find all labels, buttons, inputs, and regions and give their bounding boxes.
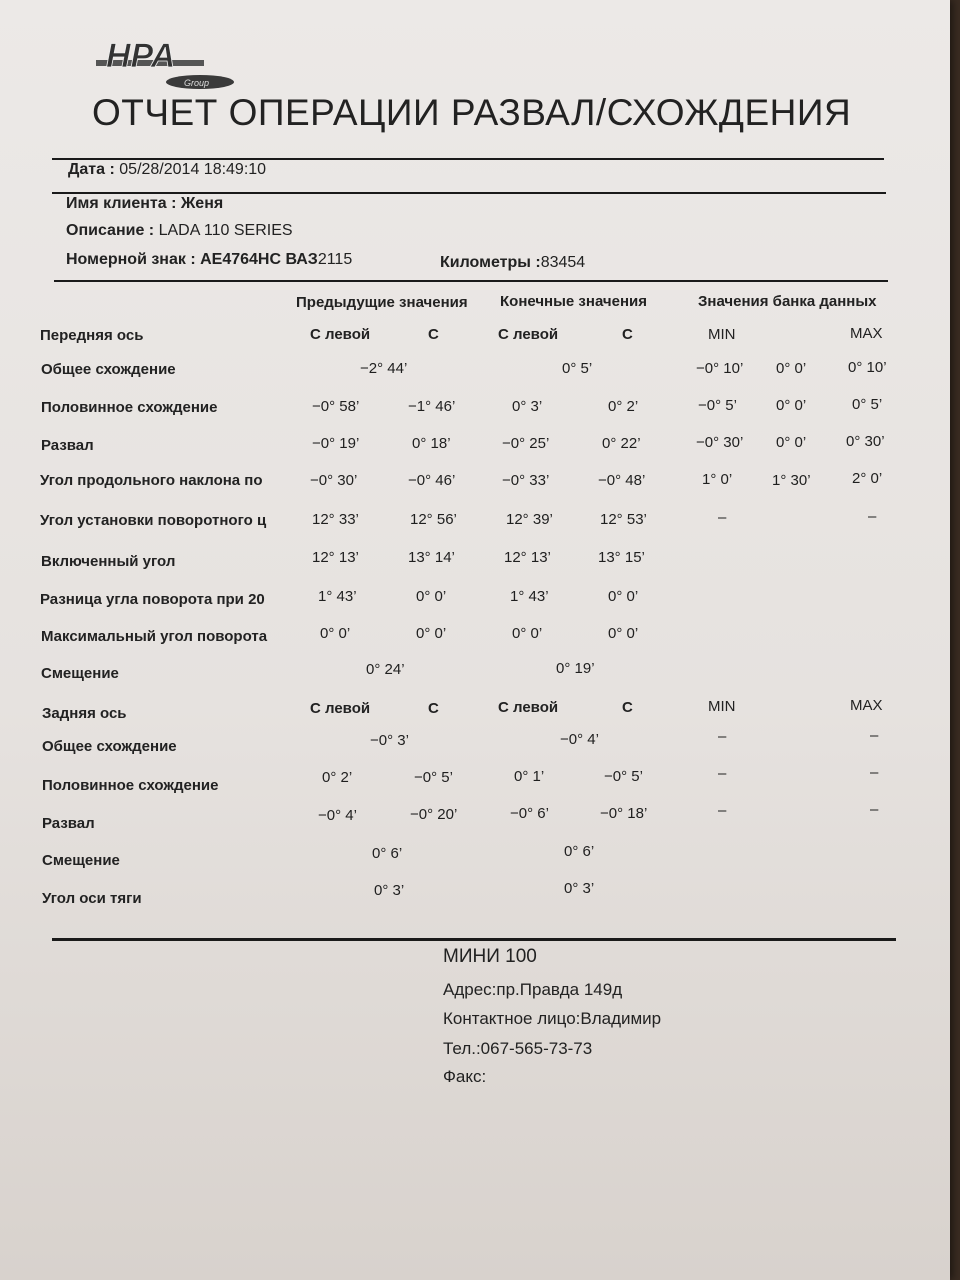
row-label: Смещение [41,665,119,682]
km-label: Километры : [440,254,541,271]
final-right-value: −0° 5’ [604,768,643,785]
svg-text:Group: Group [184,78,210,88]
row-label: Разница угла поворота при 20 [40,591,265,608]
rear-final-right-header: С [622,699,633,716]
min-value: 1° 0’ [702,471,733,488]
front-final-left-header: С левой [498,326,559,343]
front-prev-left-header: С левой [310,326,371,343]
row-label: Смещение [42,852,120,869]
description-row [66,222,293,240]
date-value: 05/28/2014 18:49:10 [119,161,267,178]
col-database-values: Значения банка данных [698,293,877,310]
row-label: Угол оси тяги [42,890,142,907]
max-value: 0° 10’ [848,359,887,376]
prev-left-value: −0° 19’ [312,435,360,452]
prev-left-value: −0° 30’ [310,472,358,489]
final-left-value: −0° 6’ [510,805,549,822]
prev-value: 0° 3’ [374,882,405,899]
final-left-value: 0° 3’ [512,398,543,415]
prev-left-value: 12° 13’ [312,549,359,566]
final-left-value: 12° 13’ [504,549,551,566]
front-min-header: MIN [708,326,736,343]
company-name: МИНИ 100 [443,946,537,967]
prev-right-value: 13° 14’ [408,549,455,566]
row-label: Развал [42,815,95,832]
final-value: −0° 4’ [560,731,599,748]
final-right-value: 12° 53’ [600,511,647,528]
final-left-value: −0° 33’ [502,472,550,489]
rear-max-header: MAX [850,697,883,714]
plate-value: АЕ4764НС ВАЗ [200,251,318,268]
final-left-value: 1° 43’ [510,588,549,605]
max-value: 0° 5’ [852,396,883,413]
min-value: −0° 30’ [696,434,744,451]
min-value: – [718,509,727,526]
final-right-value: −0° 48’ [598,472,646,489]
max-value: – [870,727,879,744]
prev-right-value: 0° 18’ [412,435,451,452]
logo-mark [96,36,246,96]
prev-value: −0° 3’ [370,732,409,749]
km-value: 83454 [540,254,586,271]
row-label: Развал [41,437,94,454]
final-right-value: 13° 15’ [598,549,645,566]
rear-final-left-header: С левой [498,699,559,716]
final-right-value: −0° 18’ [600,805,648,822]
min-value: 0° 0’ [776,434,807,451]
max-value: – [868,508,877,525]
plate-row [66,251,352,269]
max-value: – [870,801,879,818]
min-value: 1° 30’ [772,472,811,489]
row-label: Угол продольного наклона по [40,472,263,489]
date-label: Дата : [68,161,115,178]
rear-prev-right-header: С [428,700,439,717]
prev-value: 0° 6’ [372,845,403,862]
min-value: – [718,765,727,782]
prev-right-value: 0° 0’ [416,588,447,605]
prev-left-value: 1° 43’ [318,588,357,605]
prev-left-value: 0° 2’ [322,769,353,786]
min-value: 0° 0’ [776,397,807,414]
final-left-value: 0° 0’ [512,625,543,642]
fax: Факс: [443,1067,487,1086]
date-row [68,161,266,179]
prev-right-value: −0° 5’ [414,769,453,786]
rear-prev-left-header: С левой [310,700,371,717]
min-value: – [718,728,727,745]
divider [52,158,884,160]
front-max-header: MAX [850,325,883,342]
prev-value: −2° 44’ [360,360,408,377]
prev-left-value: 12° 33’ [312,511,359,528]
row-label: Общее схождение [41,361,176,378]
row-label: Половинное схождение [41,399,218,416]
final-right-value: 0° 0’ [608,625,639,642]
prev-right-value: 0° 0’ [416,625,447,642]
col-final-values: Конечные значения [500,293,648,310]
final-right-value: 0° 2’ [608,398,639,415]
divider [52,192,886,194]
client-value: Женя [180,195,224,212]
km-row [440,254,585,272]
prev-left-value: −0° 58’ [312,398,360,415]
row-label: Угол установки поворотного ц [40,512,267,529]
rear-min-header: MIN [708,698,736,715]
contact-person: Контактное лицо:Владимир [443,1009,662,1028]
phone: Тел.:067-565-73-73 [443,1039,593,1058]
min-value: −0° 5’ [698,397,737,414]
final-value: 0° 3’ [564,880,595,897]
row-label: Половинное схождение [42,777,219,794]
divider [54,280,888,282]
final-value: 0° 19’ [556,660,595,677]
divider [52,938,896,941]
report-title: ОТЧЕТ ОПЕРАЦИИ РАЗВАЛ/СХОЖДЕНИЯ [92,92,852,133]
final-left-value: 0° 1’ [514,768,545,785]
prev-right-value: −1° 46’ [408,398,456,415]
svg-text:HPA: HPA [106,37,176,75]
final-right-value: 0° 0’ [608,588,639,605]
description-value: LADA 110 SERIES [158,222,293,239]
front-axle-title: Передняя ось [40,327,144,344]
prev-value: 0° 24’ [366,661,405,678]
max-value: 2° 0’ [852,470,883,487]
prev-right-value: −0° 20’ [410,806,458,823]
max-value: – [870,764,879,781]
company-logo [96,36,246,96]
final-right-value: 0° 22’ [602,435,641,452]
row-label: Включенный угол [41,553,176,570]
prev-left-value: −0° 4’ [318,807,357,824]
front-prev-right-header: С [428,326,439,343]
plate-value-model: 2115 [317,251,353,268]
min-value: – [718,802,727,819]
prev-right-value: 12° 56’ [410,511,457,528]
plate-label: Номерной знак : [66,251,196,268]
description-label: Описание : [66,222,155,239]
final-left-value: −0° 25’ [502,435,550,452]
final-value: 0° 5’ [562,360,593,377]
prev-right-value: −0° 46’ [408,472,456,489]
final-value: 0° 6’ [564,843,595,860]
front-final-right-header: С [622,326,633,343]
final-left-value: 12° 39’ [506,511,553,528]
client-row [66,195,223,213]
client-label: Имя клиента : [66,195,177,212]
min-value: −0° 10’ [696,360,744,377]
row-label: Максимальный угол поворота [41,628,268,645]
company-address: Адрес:пр.Правда 149д [443,980,623,999]
min-value: 0° 0’ [776,360,807,377]
max-value: 0° 30’ [846,433,885,450]
rear-axle-title: Задняя ось [42,705,127,722]
prev-left-value: 0° 0’ [320,625,351,642]
row-label: Общее схождение [42,738,177,755]
col-previous-values: Предыдущие значения [296,294,468,311]
